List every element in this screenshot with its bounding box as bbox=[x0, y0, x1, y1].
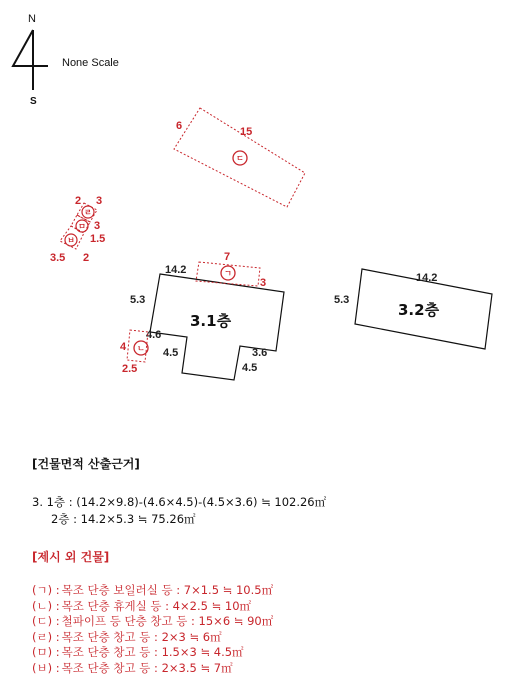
extra-building-row bbox=[32, 630, 512, 646]
north-label: N bbox=[28, 13, 36, 25]
extra-building-row bbox=[32, 599, 512, 615]
annex-f-dim-a: 3.5 bbox=[50, 252, 66, 264]
extra-building-text: 목조 단층 창고 등 : 1.5×3 ≒ 4.5㎡ bbox=[61, 645, 244, 659]
extra-building-mark: (ㄷ) : bbox=[32, 614, 60, 628]
extra-building-mark: (ㅂ) : bbox=[32, 660, 60, 675]
annex-f-dim-b: 2 bbox=[83, 252, 90, 264]
extra-building-row bbox=[32, 661, 512, 677]
annex-e-mark: ㅁ bbox=[78, 222, 86, 231]
extra-building-mark: (ㄹ) : bbox=[32, 629, 60, 644]
scale-note: None Scale bbox=[62, 57, 119, 69]
extra-building-row bbox=[32, 583, 512, 599]
notes-panel bbox=[32, 455, 512, 676]
building-2 bbox=[334, 269, 492, 349]
area-basis-row bbox=[32, 494, 512, 511]
extra-building-mark: (ㄴ) : bbox=[32, 598, 60, 613]
annex-c-dim-short: 6 bbox=[176, 120, 183, 132]
area-basis-formula: 14.2×5.3 ≒ 75.26㎡ bbox=[80, 512, 196, 526]
extra-building-mark: (ㄱ) : bbox=[32, 583, 60, 597]
building-1-dim-top: 14.2 bbox=[165, 264, 187, 276]
annex-d-dim-b: 3 bbox=[96, 195, 103, 207]
area-basis-formula: (14.2×9.8)-(4.6×4.5)-(4.5×3.6) ≒ 102.26㎡ bbox=[76, 495, 327, 509]
annex-a-dim-short: 3 bbox=[260, 277, 267, 289]
building-1-dim-stub-right: 3.6 bbox=[252, 347, 268, 359]
annex-a-dim-long: 7 bbox=[224, 251, 231, 263]
extra-building-text: 목조 단층 창고 등 : 2×3.5 ≒ 7㎡ bbox=[61, 660, 233, 675]
annex-b-dim-a: 4 bbox=[120, 341, 127, 353]
area-basis-list bbox=[32, 494, 512, 528]
south-label: S bbox=[30, 96, 37, 107]
annex-c-dim-long: 15 bbox=[240, 126, 253, 138]
building-1-dim-stub-bottom: 4.5 bbox=[242, 362, 258, 374]
north-arrow bbox=[13, 13, 48, 107]
area-basis-title: [건물면적 산출근거] bbox=[32, 457, 140, 471]
building-1-dim-left: 5.3 bbox=[130, 294, 146, 306]
annex-b-mark: ㄴ bbox=[137, 344, 145, 353]
annex-a-mark: ㄱ bbox=[224, 269, 232, 278]
extra-building-text: 목조 단층 창고 등 : 2×3 ≒ 6㎡ bbox=[61, 629, 222, 644]
annex-cluster bbox=[50, 195, 105, 264]
extra-building-text: 목조 단층 보일러실 등 : 7×1.5 ≒ 10.5㎡ bbox=[61, 583, 274, 597]
annex-c bbox=[174, 108, 305, 207]
annex-e-dim-b: 1.5 bbox=[90, 233, 106, 245]
area-basis-label: 3. 1층 : bbox=[32, 495, 73, 509]
extra-building-row bbox=[32, 614, 512, 630]
extra-buildings-list bbox=[32, 583, 512, 676]
extra-building-text: 목조 단층 휴게실 등 : 4×2.5 ≒ 10㎡ bbox=[61, 598, 252, 613]
annex-e-dim-a: 3 bbox=[94, 220, 101, 232]
annex-f-mark: ㅂ bbox=[67, 236, 75, 245]
annex-d-mark: ㄹ bbox=[84, 208, 92, 217]
area-basis-row bbox=[32, 511, 512, 528]
building-2-dim-top: 14.2 bbox=[416, 272, 438, 284]
north-arrow-icon bbox=[13, 30, 48, 90]
annex-b-dim-b: 2.5 bbox=[122, 363, 138, 375]
extra-buildings-title: [제시 외 건물] bbox=[32, 550, 110, 564]
extra-building-row bbox=[32, 645, 512, 661]
building-1-dim-stub-left: 4.5 bbox=[163, 347, 179, 359]
annex-b bbox=[120, 330, 148, 375]
extra-building-mark: (ㅁ) : bbox=[32, 645, 60, 659]
building-1-dim-notch: 4.6 bbox=[146, 329, 162, 341]
building-2-label: 3.2층 bbox=[398, 301, 440, 319]
area-basis-label: 2층 : bbox=[51, 512, 77, 526]
building-1-label: 3.1층 bbox=[190, 312, 232, 330]
building-2-dim-left: 5.3 bbox=[334, 294, 350, 306]
annex-d-dim-a: 2 bbox=[75, 195, 82, 207]
extra-building-text: 철파이프 등 단층 창고 등 : 15×6 ≒ 90㎡ bbox=[61, 614, 274, 628]
annex-c-mark: ㄷ bbox=[236, 154, 244, 163]
